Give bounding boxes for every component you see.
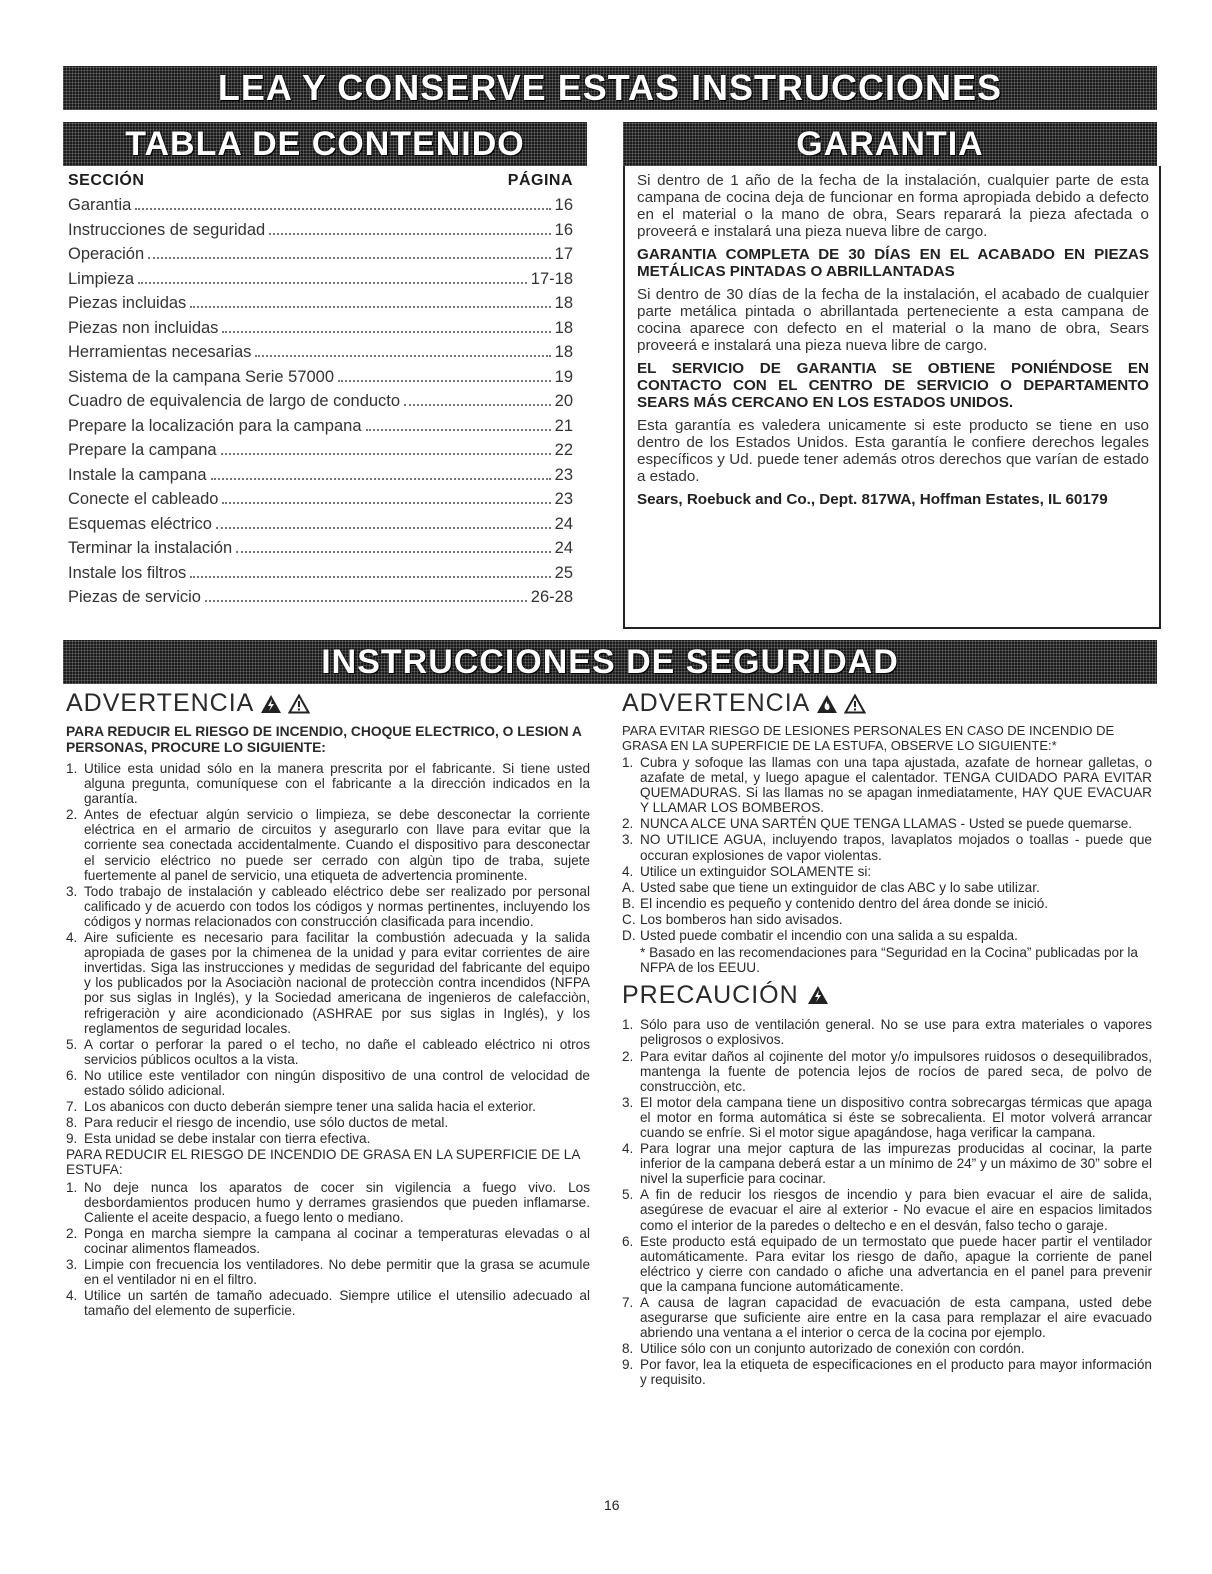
toc-entry — [68, 564, 573, 589]
left-list — [66, 761, 590, 1146]
toc-entry-page: 24 — [554, 539, 573, 557]
list-item-text: Este producto está equipado de un termostato que puede hacer partir el ventilador automáticamente. Para evitar los riesgo de daño, apague la corriente de panel eléctrico y cierre con candado o afiche una advertancia en el panel para prevenir que la campana funcione automáticamente. — [640, 1233, 1152, 1294]
list-item-number: 9. — [622, 1357, 634, 1373]
toc-entry-page: 17-18 — [530, 269, 573, 288]
toc-dot-leader — [190, 576, 550, 578]
toc-entry-page: 19 — [554, 367, 573, 386]
list-item-text: Utilice esta unidad sólo en la manera prescrita por el fabricante. Si tiene usted alguna pregunta, comuníquese con el fabricante a la dirección indicados en la garantía. — [84, 761, 590, 807]
list-item-text: Utilice sólo con un conjunto autorizado de conexión con cordón. — [640, 1341, 1025, 1357]
left-list-2-item — [66, 1257, 590, 1287]
toc-entry — [68, 515, 573, 540]
caution-list-item — [622, 1017, 1152, 1047]
list-item-number: 5. — [622, 1187, 634, 1203]
caution-list-item — [622, 1234, 1152, 1294]
toc-entry — [68, 319, 573, 344]
toc-dot-leader — [404, 404, 551, 406]
warranty-paragraph-1: Si dentro de 1 año de la fecha de la instalación, cualquier parte de esta campana de cocina deja de funcionar en forma apropiada debido a defecto en el material o la mano de obra, Sears reparará la pieza afectada o proveerá e instalará una pieza nueva libre de cargo. — [637, 172, 1149, 240]
left-lead: PARA REDUCIR EL RIESGO DE INCENDIO, CHOQUE ELECTRICO, O LESION A PERSONAS, PROCURE LO SIGUIENTE: — [66, 724, 582, 755]
right-list-item — [622, 912, 1152, 927]
right-list-item — [622, 816, 1152, 831]
toc-entry — [68, 441, 573, 466]
toc-dot-leader — [190, 306, 550, 308]
warranty-address: Sears, Roebuck and Co., Dept. 817WA, Hoffman Estates, IL 60179 — [637, 491, 1108, 508]
list-item-number: 5. — [66, 1036, 78, 1052]
left-list-2-item — [66, 1288, 590, 1318]
list-item-text: No deje nunca los aparatos de cocer sin vigilencia a fuego vivo. Los desbordamientos producen humo y derrames grasiendos que pueden inflamarse. Caliente el aceite despacio, a fuego lento o mediano. — [84, 1179, 590, 1225]
toc-entry — [68, 245, 573, 270]
left-column — [66, 690, 590, 1319]
left-warning-label: ADVERTENCIA — [66, 689, 255, 718]
list-item-text: Para reducir el riesgo de incendio, use sólo ductos de metal. — [84, 1115, 449, 1131]
toc-entry-page: 26-28 — [530, 588, 573, 606]
list-item-number: D. — [622, 928, 636, 944]
toc-dot-leader — [269, 233, 550, 235]
toc-dot-leader — [255, 355, 550, 357]
toc-entry-title: Instale los filtros — [68, 563, 187, 582]
caution-list — [622, 1017, 1152, 1387]
right-column — [622, 690, 1152, 1389]
toc-entry-title: Piezas non incluidas — [68, 318, 219, 337]
list-item-text: Todo trabajo de instalación y cableado eléctrico debe ser realizado por personal calificado y de acuerdo con todos los códigos y normas pertinentes, incluyendo los códigos y normas relacionados con construcción clasificada para incendio. — [84, 883, 590, 929]
caution-list-item — [622, 1187, 1152, 1232]
left-list-item — [66, 884, 590, 929]
list-item-text: NO UTILICE AGUA, incluyendo trapos, lavaplatos mojados o toallas - puede que occuran explosiones de vapor violentas. — [640, 832, 1152, 863]
toc-entry-page: 23 — [554, 465, 573, 484]
warranty-paragraph-2: Si dentro de 30 días de la fecha de la instalación, el acabado de cualquier parte metálica pintada o abrillantada perteneciente a esta campana de cocina aparece con defecto en el material o la mano de obra, Sears proveerá e instalará una pieza nueva libre de cargo. — [637, 286, 1149, 354]
toc-entry — [68, 417, 573, 442]
toc-dot-leader — [135, 208, 550, 210]
toc-entry-title: Sistema de la campana Serie 57000 — [68, 367, 334, 386]
list-item-number: 8. — [66, 1115, 78, 1131]
left-lead-2: PARA REDUCIR EL RIESGO DE INCENDIO DE GRASA EN LA SUPERFICIE DE LA ESTUFA: — [66, 1147, 580, 1178]
caution-list-item — [622, 1095, 1152, 1140]
right-list — [622, 755, 1152, 943]
right-list-item — [622, 755, 1152, 815]
right-lead: PARA EVITAR RIESGO DE LESIONES PERSONALES EN CASO DE INCENDIO DE GRASA EN LA SUPERFICIE DE LA ESTUFA, OBSERVE LO SIGUIENTE:* — [622, 723, 1115, 753]
right-list-item — [622, 928, 1152, 943]
list-item-number: 7. — [66, 1099, 78, 1115]
left-list-2-item — [66, 1226, 590, 1256]
list-item-number: 1. — [622, 1017, 634, 1033]
right-list-item — [622, 880, 1152, 895]
list-item-text: NUNCA ALCE UNA SARTÉN QUE TENGA LLAMAS - Usted se puede quemarse. — [640, 816, 1133, 832]
toc-entry — [68, 294, 573, 319]
toc-entry-page: 22 — [554, 441, 573, 459]
toc-entry — [68, 270, 573, 295]
list-item-text: Usted sabe que tiene un extinguidor de clas ABC y lo sabe utilizar. — [640, 879, 1040, 895]
left-list-item — [66, 807, 590, 882]
toc-dot-leader — [236, 551, 550, 553]
left-list-item — [66, 930, 590, 1036]
electric-warning-icon — [260, 694, 282, 714]
list-item-text: Aire suficiente es necesario para facilitar la combustión adecuada y la salida apropiada de gases por la chimenea de la unidad y para evitar corrientes de aire invertidas. Siga las instrucciones y medidas de seguridad del fabricante del equipo y los publicados por la Asociaciòn nacional de protecciòn contra incendidos (NFPA por sus siglas in Inglés), y la Sociedad americana de ingenieros de calefacciòn, refrigeraciòn y aire acondicionado (ASHRAE por sus siglas in Inglés), y los reglamentos de seguridad locales. — [84, 930, 590, 1036]
list-item-number: 1. — [66, 761, 78, 776]
list-item-number: 2. — [622, 1048, 634, 1064]
caution-icon — [807, 985, 829, 1005]
toc-dot-leader — [221, 453, 551, 455]
list-item-text: Ponga en marcha siempre la campana al cocinar a temperaturas elevadas o al cocinar alimentos flameados. — [84, 1225, 590, 1256]
list-item-text: El incendio es pequeño y contenido dentro del área donde se inició. — [640, 895, 1049, 911]
toc-entry — [68, 490, 573, 515]
safety-banner: INSTRUCCIONES DE SEGURIDAD — [63, 640, 1157, 684]
list-item-number: 6. — [622, 1233, 634, 1249]
list-item-number: 3. — [66, 1257, 78, 1272]
toc-entry-title: Herramientas necesarias — [68, 343, 252, 361]
toc-entry-page: 25 — [554, 563, 573, 582]
toc-entry — [68, 466, 573, 491]
caution-title — [622, 981, 1152, 1009]
toc-dot-leader — [205, 600, 527, 602]
toc-entry-title: Operación — [68, 245, 145, 263]
list-item-text: Para evitar daños al cojinente del motor y/o impulsores ruidosos o desequilibrados, mantenga la fuente de potencia lejos de rocíos de pared seca, de polvo de construcciòn, etc. — [640, 1048, 1152, 1094]
right-note: * Basado en las recomendaciones para “Seguridad en la Cocina” publicadas por la NFPA de los EEUU. — [640, 945, 1138, 976]
left-warning-title — [66, 690, 590, 718]
caution-list-item — [622, 1357, 1152, 1387]
caution-list-item — [622, 1295, 1152, 1340]
warranty-heading-1: GARANTIA COMPLETA DE 30 DÍAS EN EL ACABADO EN PIEZAS METÁLICAS PINTADAS O ABRILLANTADAS — [637, 246, 1149, 280]
list-item-text: Para lograr una mejor captura de las impurezas producidas al cocinar, la parte inferior de la campana deberá estar a un mínimo de 24” y un máximo de 30” sobre el nivel la superficie para cocinar. — [640, 1141, 1152, 1187]
toc-entry-page: 18 — [554, 318, 573, 337]
right-list-item — [622, 864, 1152, 879]
toc-entry-title: Conecte el cableado — [68, 490, 219, 508]
toc-entry — [68, 588, 573, 613]
toc-dot-leader — [338, 380, 551, 382]
list-item-text: Los bomberos han sido avisados. — [640, 911, 843, 927]
toc-entry-page: 21 — [554, 416, 573, 435]
list-item-number: 4. — [66, 1288, 78, 1304]
list-item-number: 4. — [66, 930, 78, 946]
toc-entry-page: 16 — [554, 196, 573, 214]
toc-dot-leader — [366, 429, 551, 431]
list-item-number: 2. — [66, 1225, 78, 1241]
list-item-text: Por favor, lea la etiqueta de especificaciones en el producto para mayor información y requisito. — [640, 1357, 1152, 1388]
list-item-number: B. — [622, 895, 635, 911]
toc-entry-title: Esquemas eléctrico — [68, 514, 212, 533]
toc-list — [68, 196, 573, 613]
list-item-number: 4. — [622, 863, 634, 879]
toc-entry-page: 18 — [554, 343, 573, 361]
list-item-number: 1. — [66, 1179, 78, 1195]
toc-entry-title: Garantia — [68, 196, 132, 214]
list-item-number: 2. — [622, 816, 634, 832]
list-item-text: Sólo para uso de ventilación general. No se use para extra materiales o vapores peligrosos o explosivos. — [640, 1017, 1152, 1048]
toc-dot-leader — [211, 478, 551, 480]
toc-entry-title: Piezas incluidas — [68, 294, 187, 312]
toc-entry-title: Limpieza — [68, 269, 135, 288]
left-list-item — [66, 1068, 590, 1098]
caution-list-item — [622, 1049, 1152, 1094]
right-list-item — [622, 896, 1152, 911]
toc-entry — [68, 539, 573, 564]
caution-list-item — [622, 1341, 1152, 1356]
list-item-text: Utilice un extinguidor SOLAMENTE si: — [640, 863, 872, 879]
list-item-number: 9. — [66, 1131, 78, 1147]
list-item-number: 6. — [66, 1067, 78, 1083]
toc-entry-title: Piezas de servicio — [68, 588, 201, 606]
warranty-box — [623, 166, 1161, 629]
toc-entry-page: 16 — [554, 220, 573, 239]
warranty-heading-2: EL SERVICIO DE GARANTIA SE OBTIENE PONIÉNDOSE EN CONTACTO CON EL CENTRO DE SERVICIO O DEPARTAMENTO SEARS MÁS CERCANO EN LOS ESTADOS UNIDOS. — [637, 360, 1149, 411]
toc-header — [68, 172, 573, 196]
list-item-text: A causa de lagran capacidad de evacuación de esta campana, usted debe asegurarse que suficiente aire entre en la casa para remplazar el aire evacuado abriendo una ventana a el interior o cerca de la cocina por ejemplo. — [640, 1295, 1152, 1341]
toc-entry-page: 17 — [554, 245, 573, 263]
list-item-number: 1. — [622, 755, 634, 770]
toc-entry-page: 20 — [554, 392, 573, 410]
toc-entry-title: Prepare la localización para la campana — [68, 416, 362, 435]
left-list-item — [66, 1099, 590, 1114]
left-list-item — [66, 761, 590, 806]
toc-entry — [68, 343, 573, 368]
left-list-2-item — [66, 1180, 590, 1225]
list-item-text: Antes de efectuar algún servicio o limpieza, se debe desconectar la corriente eléctrica en el armario de circuitos y asegurarlo con llave para evitar que la corriente sea conectada accidentalmente. Cuando el dispositivo para desconectar el servicio eléctrico no puede ser cerrado con algùn tipo de traba, sujete fuertemente al panel de servicio, una etiqueta de advertencia prominente. — [84, 807, 590, 883]
warranty-banner: GARANTIA — [623, 122, 1157, 166]
fire-warning-icon — [816, 694, 838, 714]
toc-dot-leader — [222, 502, 550, 504]
toc-entry-title: Instale la campana — [68, 465, 207, 484]
list-item-text: Limpie con frecuencia los ventiladores. No debe permitir que la grasa se acumule en el ventilador ni en el filtro. — [84, 1257, 590, 1288]
toc-entry-title: Instrucciones de seguridad — [68, 220, 266, 239]
toc-page-header: PÁGINA — [507, 172, 573, 189]
list-item-text: A cortar o perforar la pared o el techo, no dañe el cableado eléctrico ni otros servicios públicos ocultos a la vista. — [84, 1036, 590, 1067]
left-list-2 — [66, 1180, 590, 1319]
list-item-text: Cubra y sofoque las llamas con una tapa ajustada, azafate de hornear galletas, o azafate de metal, y luego apague el calentador. TENGA CUIDADO PARA EVITAR QUEMADURAS. Si las llamas no se apagan inmediatamente, HAY QUE EVACUAR Y LLAMAR LOS BOMBEROS. — [640, 755, 1152, 816]
list-item-text: Utilice un sartén de tamaño adecuado. Siempre utilice el utensilio adecuado al tamaño del elemento de superficie. — [84, 1288, 590, 1319]
toc-entry-page: 23 — [554, 490, 573, 508]
list-item-number: 4. — [622, 1141, 634, 1157]
toc-entry-title: Prepare la campana — [68, 441, 217, 459]
table-of-contents — [68, 172, 573, 613]
toc-dot-leader — [216, 527, 551, 529]
list-item-number: 7. — [622, 1295, 634, 1310]
toc-section-header: SECCIÓN — [68, 172, 145, 189]
toc-entry — [68, 368, 573, 393]
caution-list-item — [622, 1141, 1152, 1186]
toc-entry-page: 24 — [554, 514, 573, 533]
toc-entry-title: Cuadro de equivalencia de largo de conducto — [68, 392, 401, 410]
caution-label: PRECAUCIÓN — [622, 980, 799, 1009]
list-item-text: No utilice este ventilador con ningún dispositivo de una control de velocidad de estado sólido adicional. — [84, 1067, 590, 1098]
toc-entry-page: 18 — [554, 294, 573, 312]
list-item-number: A. — [622, 879, 635, 895]
toc-dot-leader — [222, 331, 550, 333]
list-item-text: Esta unidad se debe instalar con tierra efectiva. — [84, 1131, 371, 1147]
toc-entry — [68, 221, 573, 246]
list-item-number: 3. — [622, 832, 634, 848]
warranty-paragraph-3: Esta garantía es valedera unicamente si este producto se tiene en uso dentro de los Estados Unidos. Esta garantía le confiere derechos legales específicos y Ud. puede tener además otros derechos que varían de estado a estado. — [637, 417, 1149, 485]
page-number: 16 — [604, 1497, 620, 1513]
list-item-number: 2. — [66, 807, 78, 823]
warning-triangle-icon — [288, 694, 310, 714]
left-list-item — [66, 1131, 590, 1146]
list-item-number: 3. — [622, 1094, 634, 1110]
left-list-item — [66, 1115, 590, 1130]
list-item-text: El motor dela campana tiene un dispositivo contra sobrecargas térmicas que apaga el motor en forma automática si éste se sobrecalienta. El motor volverá arrancar cuando se enfríe. Si el motor sigue apagándose, haga verificar la campana. — [640, 1094, 1152, 1140]
list-item-text: A fin de reducir los riesgos de incendio y para bien evacuar el aire de salida, asegúrese de evacuar el aire al exterior - No evacue el aire en espacios limitados como el interior de la paredes o deltecho e en el desván, falso techo o garaje. — [640, 1187, 1152, 1233]
toc-banner: TABLA DE CONTENIDO — [63, 122, 587, 166]
main-banner: LEA Y CONSERVE ESTAS INSTRUCCIONES — [63, 66, 1157, 110]
warning-triangle-icon — [844, 694, 866, 714]
right-list-item — [622, 832, 1152, 862]
right-warning-label: ADVERTENCIA — [622, 689, 811, 718]
left-list-item — [66, 1037, 590, 1067]
toc-entry-title: Terminar la instalación — [68, 539, 233, 557]
toc-entry — [68, 196, 573, 221]
list-item-number: 3. — [66, 883, 78, 899]
list-item-number: 8. — [622, 1341, 634, 1357]
toc-entry — [68, 392, 573, 417]
list-item-text: Usted puede combatir el incendio con una salida a su espalda. — [640, 928, 1018, 944]
list-item-number: C. — [622, 911, 636, 927]
list-item-text: Los abanicos con ducto deberán siempre tener una salida hacia el exterior. — [84, 1099, 536, 1115]
right-warning-title — [622, 690, 1152, 718]
toc-dot-leader — [148, 257, 551, 259]
toc-dot-leader — [138, 282, 527, 284]
